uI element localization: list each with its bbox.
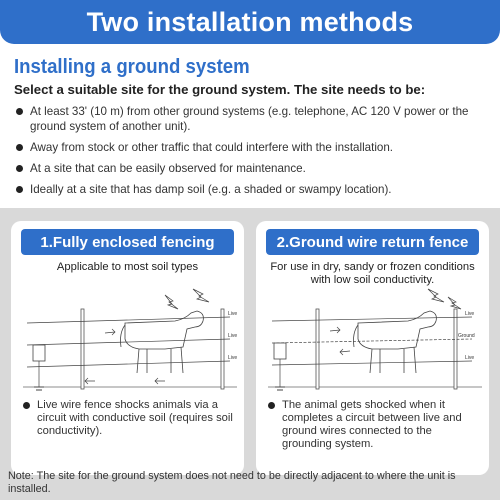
footer-note: Note: The site for the ground system does not need to be directly adjacent to where the unit is installed. <box>8 470 456 495</box>
panel-title: 2.Ground wire return fence <box>266 229 479 255</box>
shock-bolt-icon <box>165 295 178 309</box>
shock-bolt-icon <box>193 289 209 302</box>
panel-fully-enclosed <box>11 221 244 475</box>
list-item: Away from stock or other traffic that could interfere with the installation. <box>14 140 494 155</box>
panel-description: The animal gets shocked when it completes a circuit between live and ground wires connected to the grounding system. <box>266 399 482 451</box>
panel-ground-return <box>256 221 489 475</box>
shock-bolt-icon <box>448 297 461 309</box>
energizer-icon <box>274 343 286 359</box>
panel-subtitle: For use in dry, sandy or frozen conditions with low soil conductivity. <box>270 261 475 286</box>
wire-label: Live <box>465 311 475 317</box>
fence-diagram-fully-enclosed <box>15 287 240 395</box>
wire-label: Live <box>465 355 475 361</box>
shock-bolt-icon <box>428 289 444 302</box>
title-banner <box>0 0 500 44</box>
panel-subtitle: Applicable to most soil types <box>56 261 199 273</box>
panel-description: Live wire fence shocks animals via a circuit with conductive soil (requires soil conductivity). <box>21 399 237 438</box>
fence-diagram-ground-return <box>260 287 485 395</box>
intro-text: Select a suitable site for the ground system. The site needs to be: <box>14 82 426 97</box>
wire-label: Live <box>228 355 238 361</box>
wire-label: Live <box>228 311 238 317</box>
wire-label: Live <box>228 333 238 339</box>
energizer-icon <box>33 345 45 361</box>
list-item: Ideally at a site that has damp soil (e.g. a shaded or swampy location). <box>14 182 494 197</box>
section-title: Installing a ground system <box>14 56 250 78</box>
list-item: At least 33' (10 m) from other ground systems (e.g. telephone, AC 120 V power or the ground system of another unit). <box>14 104 494 134</box>
wire-label: Ground <box>458 333 475 339</box>
panel-title: 1.Fully enclosed fencing <box>21 229 234 255</box>
cow-icon <box>354 311 437 373</box>
list-item: At a site that can be easily observed for maintenance. <box>14 161 494 176</box>
page-title: Two installation methods <box>86 6 414 37</box>
site-requirements-list <box>14 104 494 203</box>
